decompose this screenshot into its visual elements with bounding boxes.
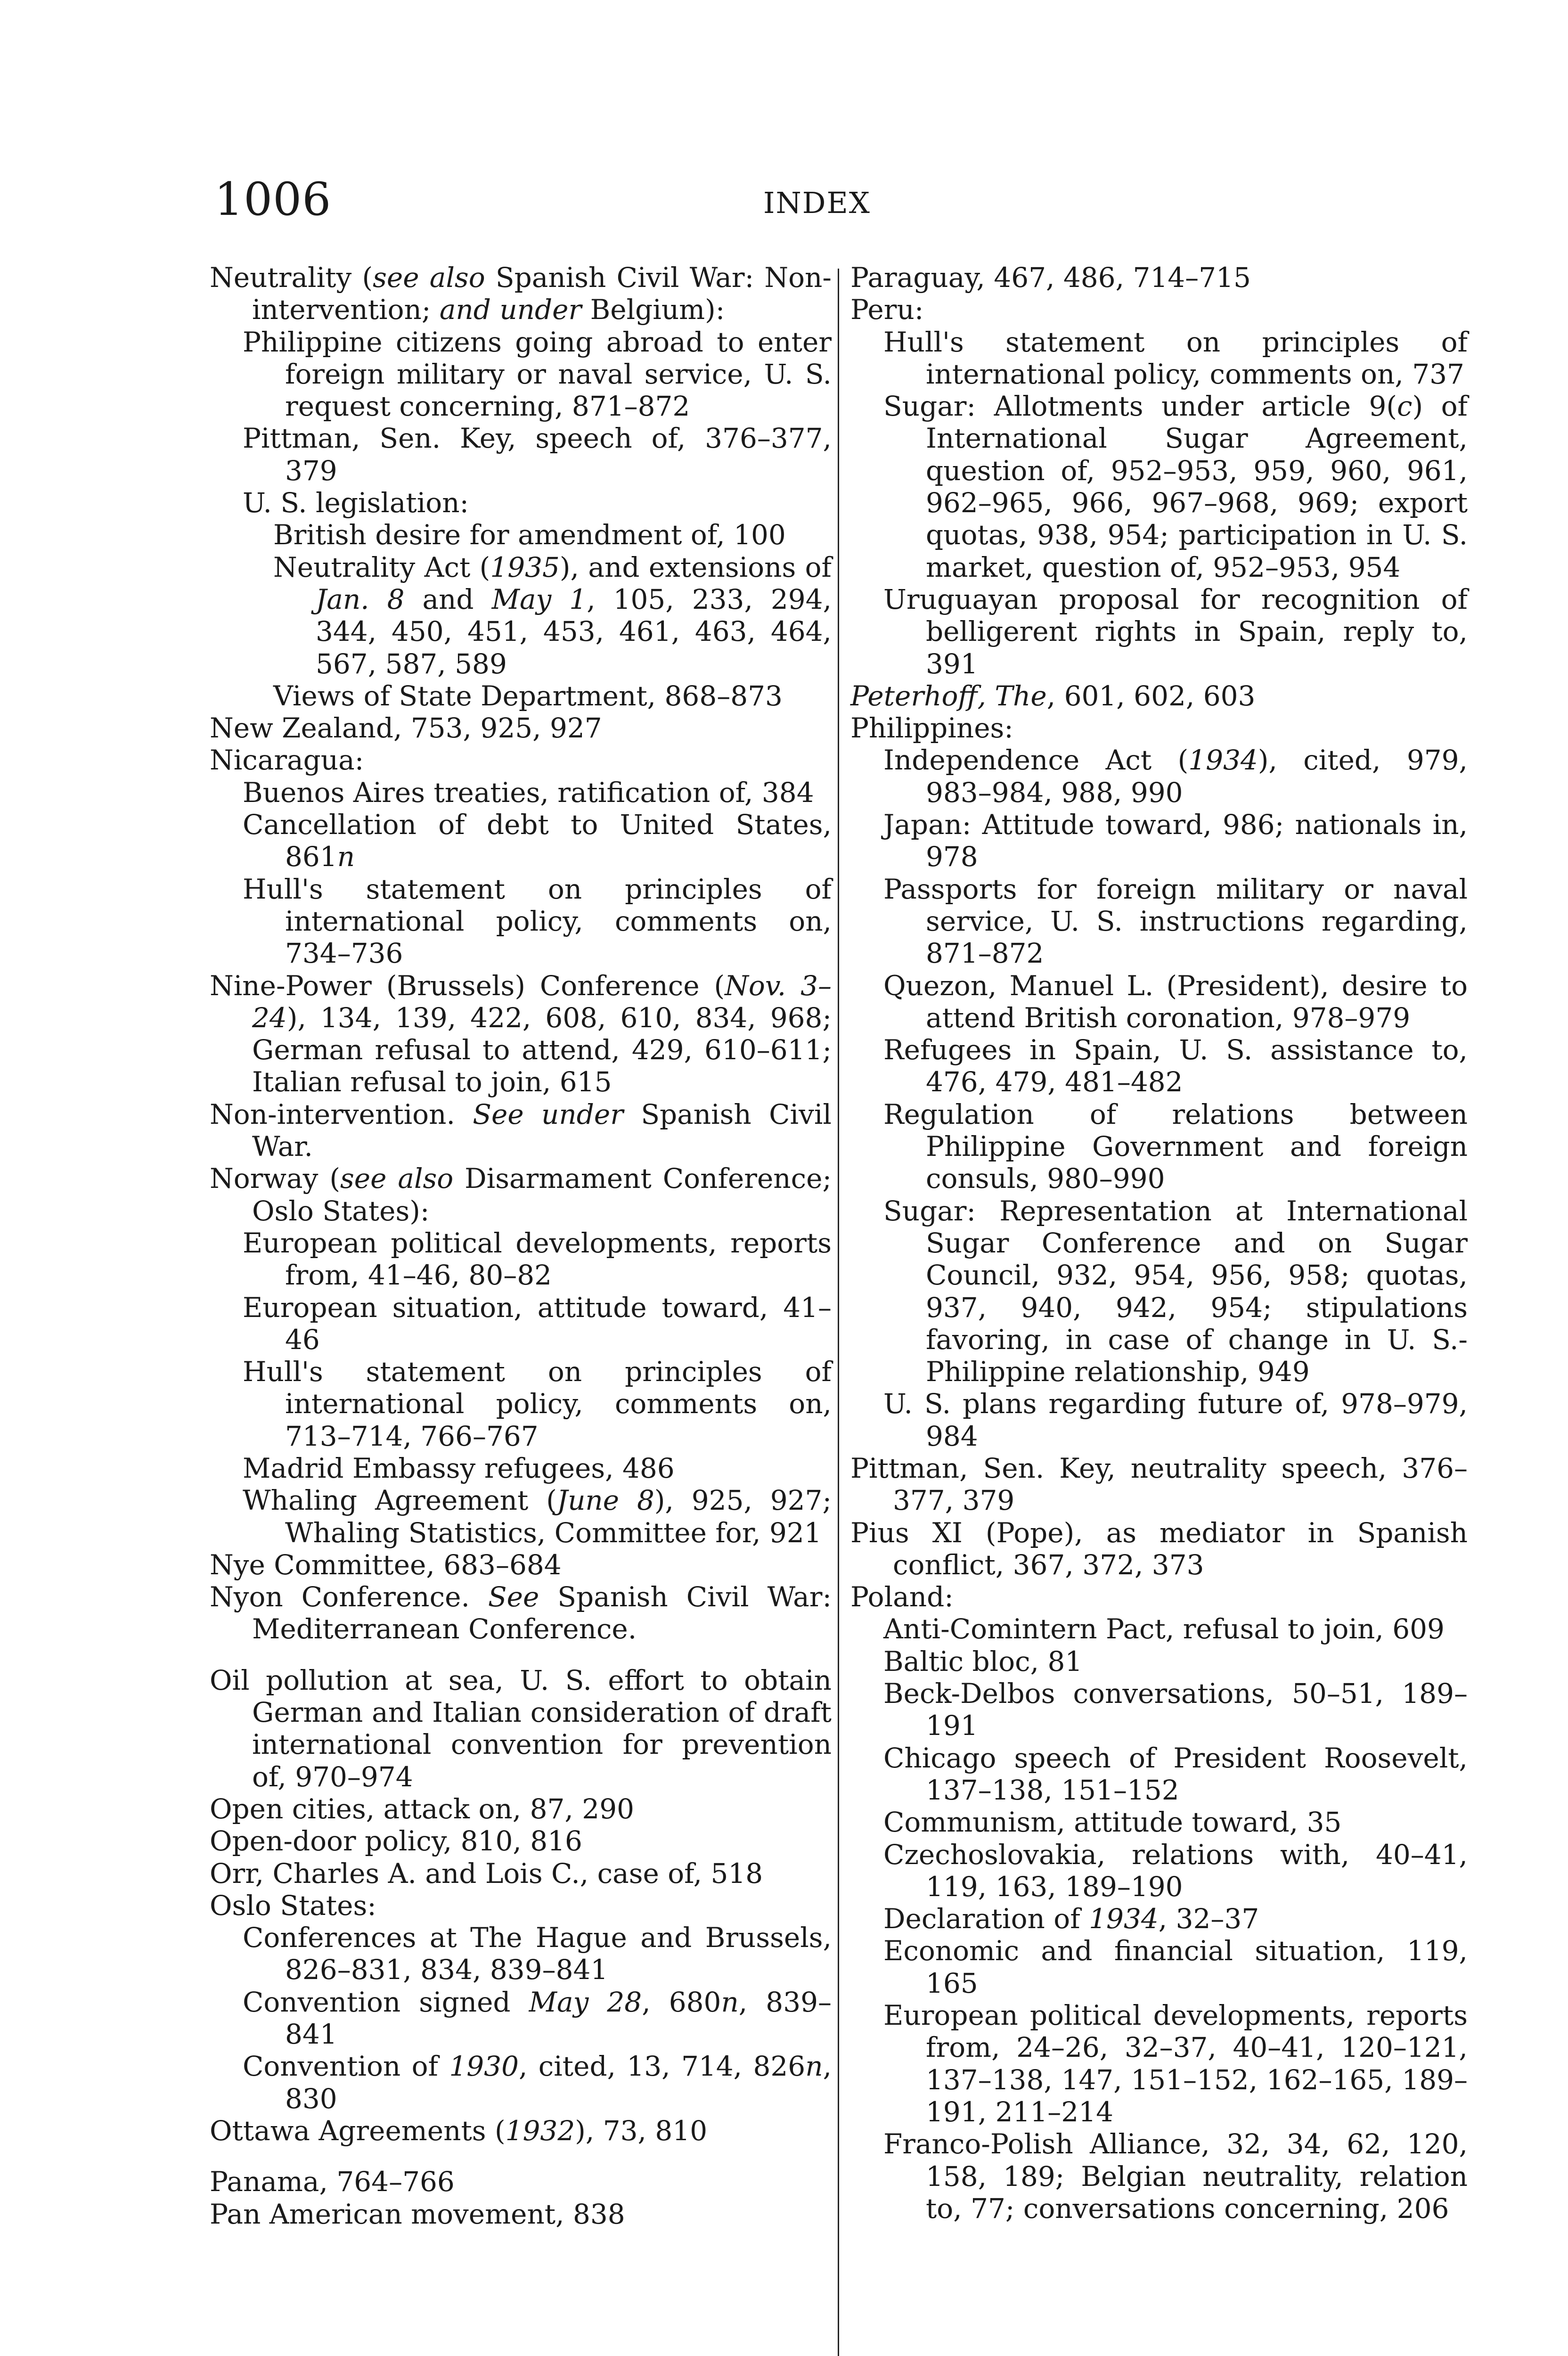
- index-subentry: Hull's statement on principles of international policy, comments on, 713–714, 766–767: [243, 1356, 832, 1452]
- index-subsubentry: Neutrality Act (1935), and extensions of Jan. 8 and May 1, 105, 233, 294, 344, 450, 451, 453, 461, 463, 464, 567, 587, 589: [273, 551, 832, 680]
- index-subentry: Quezon, Manuel L. (President), desire to attend British coronation, 978–979: [883, 969, 1468, 1034]
- index-subentry: Madrid Embassy refugees, 486: [243, 1452, 675, 1484]
- index-subentry: Declaration of 1934, 32–37: [883, 1903, 1259, 1935]
- index-subsubentry: British desire for amendment of, 100: [273, 519, 786, 551]
- index-subentry: U. S. legislation:: [243, 487, 469, 519]
- index-subentry: Philippine citizens going abroad to enter foreign military or naval service, U. S. request concerning, 871–872: [243, 326, 832, 423]
- index-subentry: Anti-Comintern Pact, refusal to join, 609: [883, 1613, 1445, 1645]
- index-entry: Philippines:: [850, 712, 1013, 744]
- index-subentry: Whaling Agreement (June 8), 925, 927; Whaling Statistics, Committee for, 921: [243, 1484, 832, 1549]
- index-entry: Nyon Conference. See Spanish Civil War: Mediterranean Conference.: [210, 1581, 832, 1645]
- index-subentry: Chicago speech of President Roosevelt, 137–138, 151–152: [883, 1742, 1468, 1806]
- index-subentry: European political developments, reports from, 24–26, 32–37, 40–41, 120–121, 137–138, 147, 151–152, 162–165, 189–191, 211–214: [883, 1999, 1468, 2128]
- index-subentry: Passports for foreign military or naval service, U. S. instructions regarding, 871–872: [883, 873, 1468, 970]
- page-number: 1006: [214, 173, 332, 226]
- index-subsubentry: Views of State Department, 868–873: [273, 679, 783, 712]
- index-subentry: Hull's statement on principles of international policy, comments on, 734–736: [243, 873, 832, 970]
- index-subentry: Convention signed May 28, 680n, 839–841: [243, 1986, 832, 2051]
- index-entry: Peterhoff, The, 601, 602, 603: [850, 679, 1256, 712]
- index-subentry: Regulation of relations between Philippine Government and foreign consuls, 980–990: [883, 1098, 1468, 1195]
- index-entry: Pittman, Sen. Key, neutrality speech, 376–377, 379: [850, 1452, 1468, 1517]
- index-subentry: Economic and financial situation, 119, 165: [883, 1935, 1468, 1999]
- index-subentry: Communism, attitude toward, 35: [883, 1806, 1342, 1839]
- index-entry: New Zealand, 753, 925, 927: [210, 712, 602, 744]
- column-divider: [838, 269, 839, 2356]
- index-subentry: Sugar: Representation at International Sugar Conference and on Sugar Council, 932, 954, 956, 958; quotas, 937, 940, 942, 954; stipulations favoring, in case of change in U. S.-Philippine relationship, 949: [883, 1194, 1468, 1388]
- index-subentry: Japan: Attitude toward, 986; nationals in, 978: [883, 809, 1468, 873]
- index-subentry: Pittman, Sen. Key, speech of, 376–377, 379: [243, 422, 832, 487]
- index-entry: Ottawa Agreements (1932), 73, 810: [210, 2114, 708, 2147]
- index-entry: Nye Committee, 683–684: [210, 1548, 562, 1581]
- index-subentry: Sugar: Allotments under article 9(c) of International Sugar Agreement, question of, 952–953, 959, 960, 961, 962–965, 966, 967–968, 969; export quotas, 938, 954; participation in U. S. market, question of, 952–953, 954: [883, 390, 1468, 583]
- index-subentry: Buenos Aires treaties, ratification of, 384: [243, 776, 814, 809]
- index-entry: Non-intervention. See under Spanish Civil War.: [210, 1098, 832, 1163]
- index-subentry: European political developments, reports from, 41–46, 80–82: [243, 1227, 832, 1292]
- index-entry: Neutrality (see also Spanish Civil War: Non-intervention; and under Belgium):: [210, 262, 832, 326]
- index-subentry: Franco-Polish Alliance, 32, 34, 62, 120, 158, 189; Belgian neutrality, relation to, 77; conversations concerning, 206: [883, 2128, 1468, 2225]
- index-entry: Nine-Power (Brussels) Conference (Nov. 3–24), 134, 139, 422, 608, 610, 834, 968; German refusal to attend, 429, 610–611; Italian refusal to join, 615: [210, 969, 832, 1098]
- index-subentry: U. S. plans regarding future of, 978–979, 984: [883, 1388, 1468, 1452]
- index-subentry: Cancellation of debt to United States, 861n: [243, 809, 832, 873]
- index-entry: Oil pollution at sea, U. S. effort to obtain German and Italian consideration of draft international convention for prevention of, 970–974: [210, 1664, 832, 1793]
- index-subentry: Independence Act (1934), cited, 979, 983–984, 988, 990: [883, 744, 1468, 809]
- index-subentry: Refugees in Spain, U. S. assistance to, 476, 479, 481–482: [883, 1034, 1468, 1098]
- index-entry: Open-door policy, 810, 816: [210, 1825, 582, 1857]
- index-subentry: Hull's statement on principles of international policy, comments on, 737: [883, 326, 1468, 390]
- index-subentry: Uruguayan proposal for recognition of belligerent rights in Spain, reply to, 391: [883, 583, 1468, 680]
- page-header: [0, 0, 1568, 236]
- index-entry: Norway (see also Disarmament Conference; Oslo States):: [210, 1162, 832, 1227]
- index-entry: Poland:: [850, 1581, 954, 1613]
- running-head: INDEX: [763, 186, 871, 220]
- index-entry: Paraguay, 467, 486, 714–715: [850, 262, 1251, 294]
- index-subentry: Beck-Delbos conversations, 50–51, 189–191: [883, 1677, 1468, 1742]
- index-subentry: Baltic bloc, 81: [883, 1645, 1083, 1677]
- index-entry: Orr, Charles A. and Lois C., case of, 518: [210, 1857, 763, 1890]
- index-entry: Nicaragua:: [210, 744, 364, 777]
- index-column-right: [850, 262, 1468, 2225]
- index-entry: Panama, 764–766: [210, 2166, 455, 2198]
- index-entry: Pius XI (Pope), as mediator in Spanish conflict, 367, 372, 373: [850, 1516, 1468, 1581]
- index-subentry: Convention of 1930, cited, 13, 714, 826n, 830: [243, 2050, 832, 2115]
- index-subentry: Conferences at The Hague and Brussels, 826–831, 834, 839–841: [243, 1922, 832, 1986]
- index-subentry: European situation, attitude toward, 41–46: [243, 1291, 832, 1356]
- index-subentry: Czechoslovakia, relations with, 40–41, 119, 163, 189–190: [883, 1838, 1468, 1903]
- index-entry: Pan American movement, 838: [210, 2198, 625, 2230]
- index-entry: Oslo States:: [210, 1889, 376, 1922]
- index-entry: Peru:: [850, 294, 924, 326]
- index-column-left: [210, 262, 832, 2230]
- index-entry: Open cities, attack on, 87, 290: [210, 1792, 635, 1825]
